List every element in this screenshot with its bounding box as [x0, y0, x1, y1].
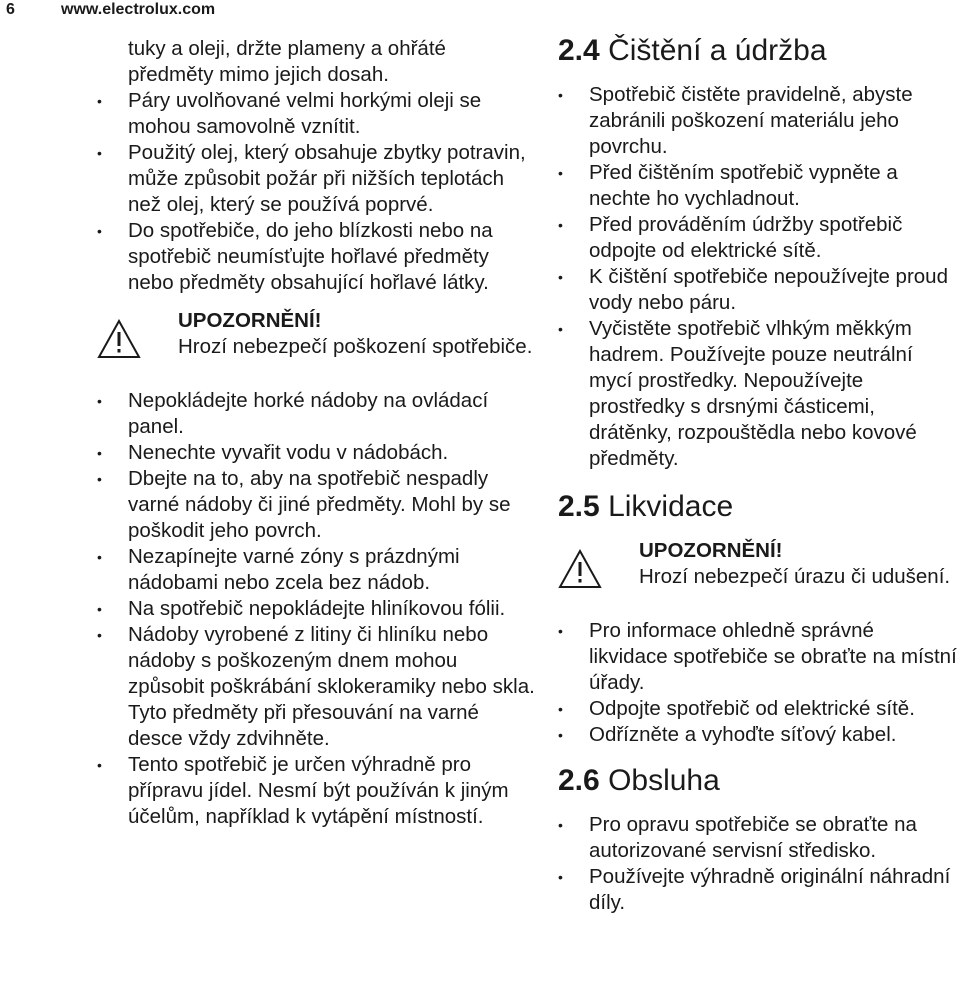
list-item: • Pro informace ohledně správné likvidace spotřebiče se obraťte na místní úřady. [558, 619, 957, 694]
bullet-icon: • [558, 869, 563, 885]
bullet-icon: • [97, 757, 102, 773]
page-number: 6 [6, 1, 15, 18]
cleaning-list [558, 82, 958, 472]
list-item: • Na spotřebič nepokládejte hliníkovou fólii. [97, 597, 506, 620]
bullet-icon: • [97, 549, 102, 565]
warning-triangle-icon [97, 319, 141, 359]
right-column [558, 34, 958, 916]
bullet-icon: • [558, 817, 563, 833]
list-item: • Nenechte vyvařit vodu v nádobách. [97, 441, 449, 464]
bullet-icon: • [558, 623, 563, 639]
bullet-icon: • [97, 601, 102, 617]
safety-list-a [97, 88, 537, 296]
continued-paragraph: tuky a oleji, držte plameny a ohřáté předměty mimo jejich dosah. [128, 37, 446, 86]
bullet-icon: • [558, 269, 563, 285]
bullet-icon: • [558, 165, 563, 181]
bullet-icon: • [558, 727, 563, 743]
list-item: • Dbejte na to, aby na spotřebič nespadly varné nádoby či jiné předměty. Mohl by se poškodit jeho povrch. [97, 467, 511, 542]
list-item: • Pro opravu spotřebiče se obraťte na autorizované servisní středisko. [558, 813, 917, 862]
list-item: • Spotřebič čistěte pravidelně, abyste zabránili poškození materiálu jeho povrchu. [558, 83, 913, 158]
list-item: • Před čištěním spotřebič vypněte a nechte ho vychladnout. [558, 161, 898, 210]
list-item: • Používejte výhradně originální náhradní díly. [558, 865, 951, 914]
bullet-icon: • [97, 145, 102, 161]
warning-text: Hrozí nebezpečí úrazu či udušení. [639, 565, 951, 588]
bullet-icon: • [558, 87, 563, 103]
list-item: • Před prováděním údržby spotřebič odpojte od elektrické sítě. [558, 213, 903, 262]
safety-list-b [97, 388, 537, 830]
site-url: www.electrolux.com [61, 1, 216, 18]
service-list [558, 812, 958, 916]
section-heading-2-6: 2.6 Obsluha [558, 764, 720, 797]
list-item: • Odřízněte a vyhoďte síťový kabel. [558, 723, 897, 746]
warning-title: UPOZORNĚNÍ! [639, 539, 783, 562]
list-item: • Nezapínejte varné zóny s prázdnými nádobami nebo zcela bez nádob. [97, 545, 460, 594]
bullet-icon: • [97, 471, 102, 487]
list-item: • Odpojte spotřebič od elektrické sítě. [558, 697, 915, 720]
bullet-icon: • [97, 393, 102, 409]
list-item: • Nepokládejte horké nádoby na ovládací panel. [97, 389, 489, 438]
section-heading-2-4: 2.4 Čištění a údržba [558, 34, 827, 67]
bullet-icon: • [558, 701, 563, 717]
bullet-icon: • [558, 217, 563, 233]
bullet-icon: • [97, 627, 102, 643]
bullet-icon: • [558, 321, 563, 337]
warning-box [558, 538, 958, 590]
list-item: • Páry uvolňované velmi horkými oleji se mohou samovolně vznítit. [97, 89, 482, 138]
bullet-icon: • [97, 223, 102, 239]
list-item: • Použitý olej, který obsahuje zbytky potravin, může způsobit požár při nižších teplotách než olej, který se používá poprvé. [97, 141, 526, 216]
warning-box [97, 308, 537, 360]
list-item: • Nádoby vyrobené z litiny či hliníku nebo nádoby s poškozeným dnem mohou způsobit poškrábání sklokeramiky nebo skla. Tyto předměty při přesouvání na varné desce vždy zdvihněte. [97, 623, 535, 750]
warning-title: UPOZORNĚNÍ! [178, 309, 322, 332]
left-column [97, 36, 537, 830]
bullet-icon: • [97, 93, 102, 109]
warning-text: Hrozí nebezpečí poškození spotřebiče. [178, 335, 533, 358]
list-item: • Do spotřebiče, do jeho blízkosti nebo na spotřebič neumísťujte hořlavé předměty nebo předměty obsahující hořlavé látky. [97, 219, 493, 294]
section-heading-2-5: 2.5 Likvidace [558, 490, 734, 523]
disposal-list [558, 618, 958, 748]
list-item: • Vyčistěte spotřebič vlhkým měkkým hadrem. Používejte pouze neutrální mycí prostředky. Nepoužívejte prostředky s drsnými částicemi, drátěnky, rozpouštědla nebo kovové předměty. [558, 317, 917, 470]
list-item: • K čištění spotřebiče nepoužívejte proud vody nebo páru. [558, 265, 948, 314]
warning-triangle-icon [558, 549, 602, 589]
bullet-icon: • [97, 445, 102, 461]
list-item: • Tento spotřebič je určen výhradně pro přípravu jídel. Nesmí být používán k jiným účelům, například k vytápění místností. [97, 753, 509, 828]
